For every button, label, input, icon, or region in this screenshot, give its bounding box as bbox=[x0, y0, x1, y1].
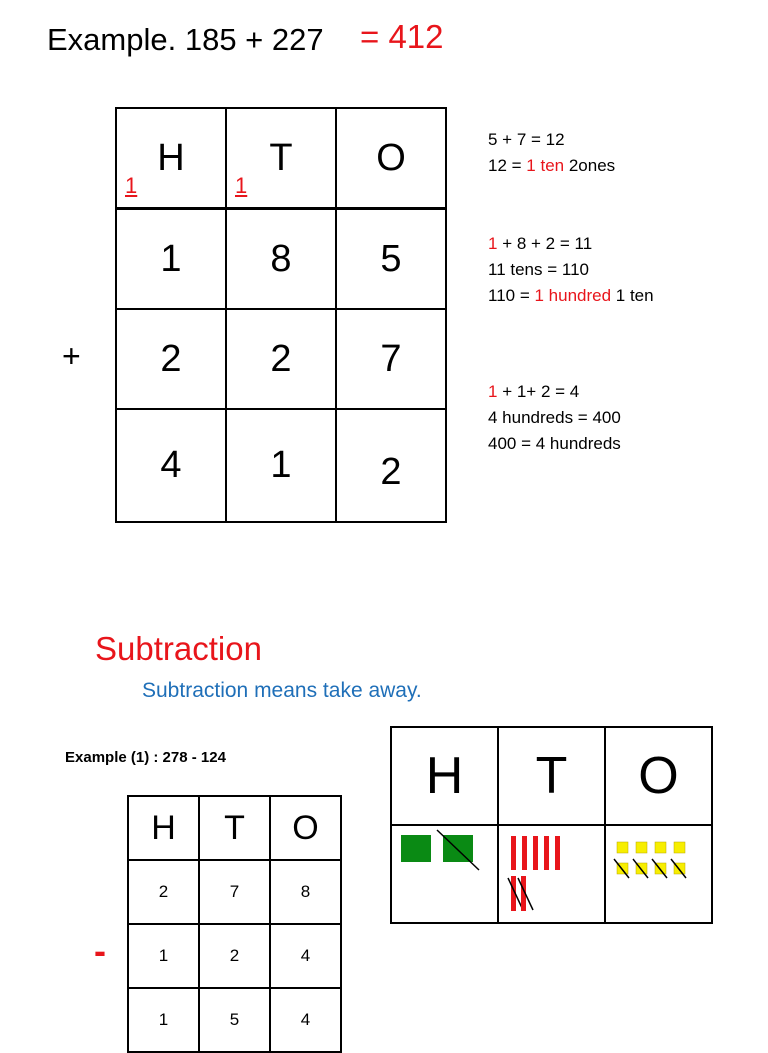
one-cube bbox=[655, 842, 666, 853]
ten-rod bbox=[522, 836, 527, 870]
example-answer: = 412 bbox=[360, 18, 444, 55]
header-hundreds: H bbox=[391, 727, 498, 825]
ones-blocks-cell bbox=[605, 825, 712, 923]
minus-operator: - bbox=[94, 930, 106, 971]
ones-cubes bbox=[606, 826, 709, 920]
one-cube bbox=[674, 842, 685, 853]
addition-place-value-table bbox=[115, 107, 447, 523]
subtraction-place-value-table bbox=[127, 795, 342, 1053]
table-cell: 4 bbox=[270, 924, 341, 988]
header-ones: O bbox=[605, 727, 712, 825]
table-cell: 4 bbox=[116, 409, 226, 522]
header-tens: T bbox=[498, 727, 605, 825]
subtraction-heading: Subtraction bbox=[95, 630, 262, 667]
hundreds-blocks bbox=[392, 826, 495, 920]
hundred-block bbox=[401, 835, 431, 862]
table-cell: 1 bbox=[116, 209, 226, 310]
note-ones: 5 + 7 = 12 12 = 1 ten 2ones bbox=[488, 130, 616, 175]
header-tens: T bbox=[199, 796, 270, 860]
table-cell: 2 bbox=[226, 309, 336, 409]
carry-tens: 1 bbox=[235, 173, 248, 198]
ten-rod bbox=[555, 836, 560, 870]
table-cell: 7 bbox=[199, 860, 270, 924]
header-hundreds: H bbox=[128, 796, 199, 860]
table-cell: 7 bbox=[336, 309, 446, 409]
ten-rod bbox=[533, 836, 538, 870]
subtraction-description: Subtraction means take away. bbox=[142, 679, 422, 702]
table-cell: 8 bbox=[270, 860, 341, 924]
tens-rods bbox=[499, 826, 602, 920]
one-cube bbox=[617, 842, 628, 853]
ten-rod bbox=[544, 836, 549, 870]
table-cell: 1 bbox=[226, 409, 336, 522]
table-cell: 5 bbox=[199, 988, 270, 1052]
example-title-text: Example. 185 + 227 bbox=[47, 22, 324, 57]
table-cell: 8 bbox=[226, 209, 336, 310]
tens-blocks-cell bbox=[498, 825, 605, 923]
hundreds-blocks-cell bbox=[391, 825, 498, 923]
table-cell: 2 bbox=[199, 924, 270, 988]
table-cell: 2 bbox=[116, 309, 226, 409]
table-cell: 1 bbox=[128, 924, 199, 988]
note-tens: 1 + 8 + 2 = 11 11 tens = 110 110 = 1 hundred 1 ten bbox=[488, 234, 654, 305]
header-hundreds: 1 H bbox=[116, 108, 226, 209]
table-cell: 4 bbox=[270, 988, 341, 1052]
table-cell: 2 bbox=[128, 860, 199, 924]
header-tens: 1 T bbox=[226, 108, 336, 209]
header-ones: O bbox=[336, 108, 446, 209]
example-title bbox=[47, 22, 324, 58]
carry-hundreds: 1 bbox=[125, 173, 138, 198]
table-cell: 2 bbox=[336, 409, 446, 522]
ten-rod bbox=[511, 836, 516, 870]
plus-operator: + bbox=[62, 338, 81, 374]
table-cell: 1 bbox=[128, 988, 199, 1052]
header-ones: O bbox=[270, 796, 341, 860]
one-cube bbox=[636, 842, 647, 853]
note-hundreds: 1 + 1+ 2 = 4 4 hundreds = 400 400 = 4 hundreds bbox=[488, 382, 621, 453]
subtraction-example-label: Example (1) : 278 - 124 bbox=[65, 749, 226, 766]
table-cell: 5 bbox=[336, 209, 446, 310]
base-ten-blocks-table bbox=[390, 726, 713, 924]
